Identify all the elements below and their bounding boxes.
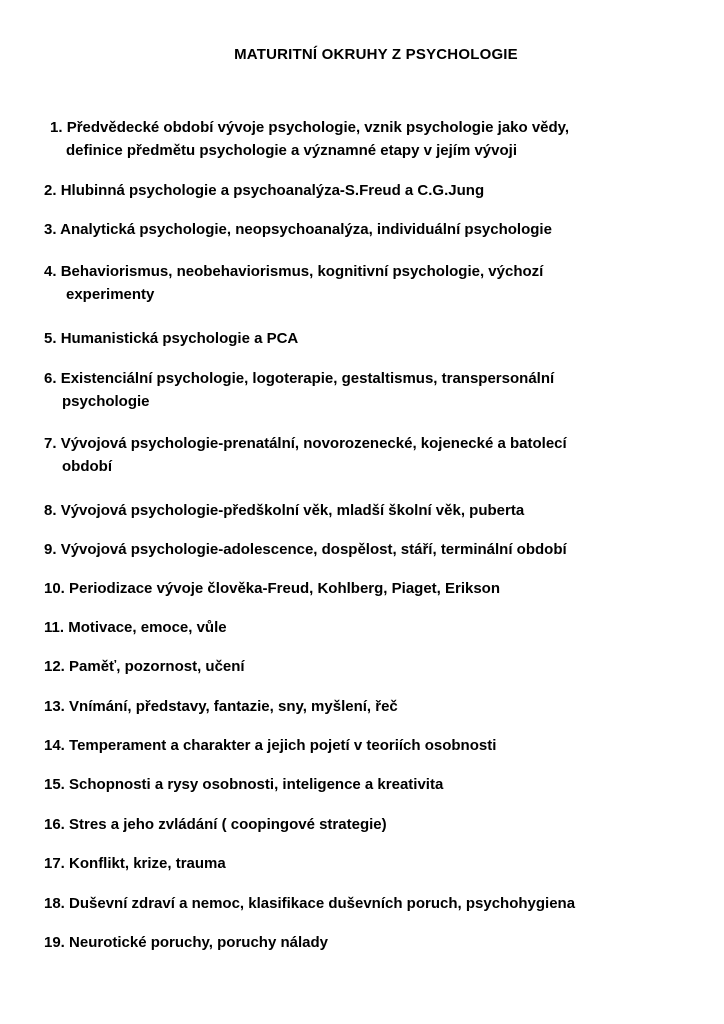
list-item-19 (44, 931, 684, 954)
item-number: 19. (44, 934, 65, 951)
item-text: Temperament a charakter a jejich pojetí v teoriích osobnosti (69, 737, 497, 754)
item-text: Stres a jeho zvládání ( coopingové strategie) (69, 816, 387, 833)
document-title-text: MATURITNÍ OKRUHY Z PSYCHOLOGIE (234, 46, 518, 63)
item-text-continuation: definice předmětu psychologie a významné etapy v jejím vývoji (66, 142, 517, 159)
item-text: Schopnosti a rysy osobnosti, inteligence a kreativita (69, 776, 444, 793)
item-text-continuation: psychologie (62, 393, 150, 410)
list-item-1 (50, 116, 690, 162)
item-number: 5. (44, 330, 57, 347)
item-number: 7. (44, 435, 57, 452)
list-item-16 (44, 813, 684, 836)
item-number: 18. (44, 895, 65, 912)
item-text: Existenciální psychologie, logoterapie, gestaltismus, transpersonální (60, 370, 555, 387)
list-item-2 (44, 179, 684, 202)
list-item-4 (44, 260, 684, 306)
list-item-15 (44, 773, 684, 796)
list-item-14 (44, 734, 684, 757)
item-number: 4. (44, 263, 57, 280)
item-text: Vývojová psychologie-prenatální, novorozenecké, kojenecké a batolecí (60, 435, 567, 452)
item-text: Humanistická psychologie a PCA (60, 330, 299, 347)
item-number: 1. (50, 119, 63, 136)
list-item-8 (44, 499, 684, 522)
item-number: 17. (44, 855, 65, 872)
item-number: 16. (44, 816, 65, 833)
item-text: Hlubinná psychologie a psychoanalýza-S.Freud a C.G.Jung (60, 182, 485, 199)
item-number: 8. (44, 502, 57, 519)
item-number: 6. (44, 370, 57, 387)
item-text: Duševní zdraví a nemoc, klasifikace duševních poruch, psychohygiena (69, 895, 576, 912)
list-item-13 (44, 695, 684, 718)
item-number: 10. (44, 580, 65, 597)
item-number: 13. (44, 698, 65, 715)
item-text: Analytická psychologie, neopsychoanalýza, individuální psychologie (60, 221, 552, 238)
list-item-12 (44, 655, 684, 678)
item-number: 2. (44, 182, 57, 199)
list-item-6 (44, 367, 684, 413)
item-text: Paměť, pozornost, učení (69, 658, 245, 675)
item-number: 9. (44, 541, 57, 558)
item-text-continuation: experimenty (66, 286, 155, 303)
item-text: Vývojová psychologie-předškolní věk, mladší školní věk, puberta (60, 502, 525, 519)
list-item-10 (44, 577, 684, 600)
document-title (0, 46, 724, 63)
item-text: Konflikt, krize, trauma (69, 855, 226, 872)
item-text: Neurotické poruchy, poruchy nálady (69, 934, 328, 951)
list-item-9 (44, 538, 684, 561)
list-item-3 (44, 218, 684, 241)
list-item-17 (44, 852, 684, 875)
list-item-5 (44, 327, 684, 350)
item-text: Periodizace vývoje člověka-Freud, Kohlberg, Piaget, Erikson (69, 580, 501, 597)
item-number: 3. (44, 221, 57, 238)
list-item-18 (44, 892, 684, 915)
item-text: Předvědecké období vývoje psychologie, vznik psychologie jako vědy, (66, 119, 570, 136)
item-text-continuation: období (62, 458, 112, 475)
list-item-7 (44, 432, 684, 478)
item-text: Behaviorismus, neobehaviorismus, kognitivní psychologie, výchozí (60, 263, 544, 280)
item-number: 14. (44, 737, 65, 754)
list-item-11 (44, 616, 684, 639)
item-text: Vnímání, představy, fantazie, sny, myšlení, řeč (69, 698, 398, 715)
item-text: Vývojová psychologie-adolescence, dospělost, stáří, terminální období (60, 541, 567, 558)
item-number: 11. (44, 619, 65, 636)
item-text: Motivace, emoce, vůle (68, 619, 227, 636)
item-number: 12. (44, 658, 65, 675)
item-number: 15. (44, 776, 65, 793)
